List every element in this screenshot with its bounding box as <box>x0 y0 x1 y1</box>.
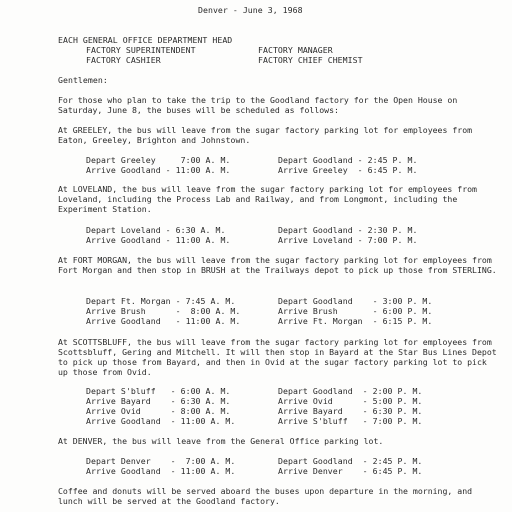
schedule-line: Depart Goodland - 2:45 P. M. <box>278 456 423 466</box>
schedule-line: Depart Goodland - 2:30 P. M. <box>278 225 418 235</box>
schedule-line: Arrive Goodland - 11:00 A. M. <box>86 316 241 326</box>
salutation: Gentlemen: <box>58 75 108 85</box>
schedule-line: Depart Denver - 7:00 A. M. <box>86 456 236 466</box>
schedule-line: Arrive Brush - 6:00 P. M. <box>278 306 433 316</box>
schedule-line: Depart Goodland - 3:00 P. M. <box>278 296 433 306</box>
addressee-left-2: FACTORY CASHIER <box>86 55 161 65</box>
intro-paragraph: For those who plan to take the trip to the Goodland factory for the Open House on Saturday, June 8, the buses will be scheduled as follows: <box>58 95 458 115</box>
schedule-line: Arrive Bayard - 6:30 P. M. <box>278 406 423 416</box>
addressee-left-1: FACTORY SUPERINTENDENT <box>86 45 196 55</box>
schedule-line: Depart Loveland - 6:30 A. M. <box>86 225 226 235</box>
schedule-line: Arrive S'bluff - 7:00 P. M. <box>278 416 423 426</box>
addressee-line: EACH GENERAL OFFICE DEPARTMENT HEAD <box>58 35 233 45</box>
greeley-paragraph: At GREELEY, the bus will leave from the sugar factory parking lot for employees from Eaton, Greeley, Brighton and Johnstown. <box>58 125 473 145</box>
scottsbluff-paragraph: At SCOTTSBLUFF, the bus will leave from the sugar factory parking lot for employees from Scottsbluff, Gering and Mitchell. It will then stop in Bayard at the Star Bus Lines Depot to pick up those from Bayard, and then in Ovid at the sugar factory parking lot to pick up those from Ovid. <box>58 337 497 377</box>
schedule-line: Arrive Bayard - 6:30 A. M. <box>86 396 231 406</box>
schedule-line: Arrive Ft. Morgan - 6:15 P. M. <box>278 316 433 326</box>
addressee-right-2: FACTORY CHIEF CHEMIST <box>258 55 363 65</box>
schedule-line: Depart Goodland - 2:00 P. M. <box>278 386 423 396</box>
schedule-line: Arrive Denver - 6:45 P. M. <box>278 466 423 476</box>
schedule-line: Arrive Ovid - 8:00 A. M. <box>86 406 231 416</box>
schedule-line: Arrive Goodland - 11:00 A. M. <box>86 165 231 175</box>
schedule-line: Arrive Loveland - 7:00 P. M. <box>278 235 418 245</box>
schedule-line: Arrive Greeley - 6:45 P. M. <box>278 165 418 175</box>
addressee-right-1: FACTORY MANAGER <box>258 45 333 55</box>
denver-paragraph: At DENVER, the bus will leave from the General Office parking lot. <box>58 436 384 446</box>
schedule-line: Arrive Brush - 8:00 A. M. <box>86 306 241 316</box>
schedule-line: Arrive Goodland - 11:00 A. M. <box>86 416 236 426</box>
fort-morgan-paragraph: At FORT MORGAN, the bus will leave from the sugar factory parking lot for employees from Fort Morgan and then stop in BRUSH at the Trailways depot to pick up those from STERLING. <box>58 255 497 275</box>
date-line: Denver - June 3, 1968 <box>198 5 303 15</box>
schedule-line: Depart Goodland - 2:45 P. M. <box>278 155 418 165</box>
schedule-line: Depart Ft. Morgan - 7:45 A. M. <box>86 296 236 306</box>
schedule-line: Arrive Ovid - 5:00 P. M. <box>278 396 423 406</box>
closing-paragraph: Coffee and donuts will be served aboard the buses upon departure in the morning, and lunch will be served at the Goodland factory. <box>58 486 473 506</box>
schedule-line: Depart Greeley 7:00 A. M. <box>86 155 231 165</box>
schedule-line: Depart S'bluff - 6:00 A. M. <box>86 386 231 396</box>
schedule-line: Arrive Goodland - 11:00 A. M. <box>86 466 236 476</box>
loveland-paragraph: At LOVELAND, the bus will leave from the sugar factory parking lot for employees from Loveland, including the Process Lab and Railway, and from Longmont, including the Experiment Station. <box>58 184 477 214</box>
schedule-line: Arrive Goodland - 11:00 A. M. <box>86 235 231 245</box>
